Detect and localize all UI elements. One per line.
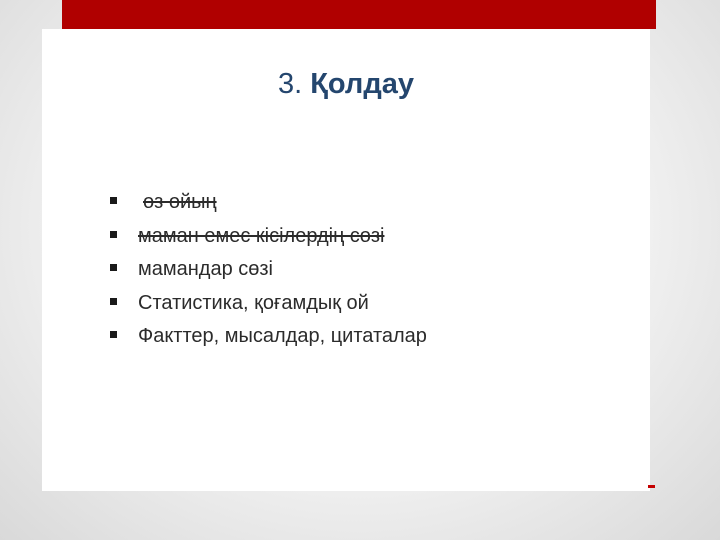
- top-accent-bar: [62, 0, 656, 29]
- corner-accent-mark: [648, 485, 655, 488]
- slide-title-word: Қолдау: [310, 68, 415, 100]
- bullet-text: өз ойың: [143, 191, 217, 213]
- bullet-text: Статистика, қоғамдық ой: [138, 291, 369, 314]
- square-bullet-icon: [110, 264, 117, 271]
- square-bullet-icon: [110, 331, 117, 338]
- bullet-text: маман емес кісілердің сөзі: [138, 224, 385, 247]
- bullet-text: мамандар сөзі: [138, 258, 273, 280]
- slide-title: [42, 64, 650, 104]
- square-bullet-icon: [110, 231, 117, 238]
- square-bullet-icon: [110, 298, 117, 305]
- slide-title-number: 3.: [277, 68, 303, 100]
- bullet-text: Факттер, мысалдар, цитаталар: [138, 325, 427, 347]
- square-bullet-icon: [110, 197, 117, 204]
